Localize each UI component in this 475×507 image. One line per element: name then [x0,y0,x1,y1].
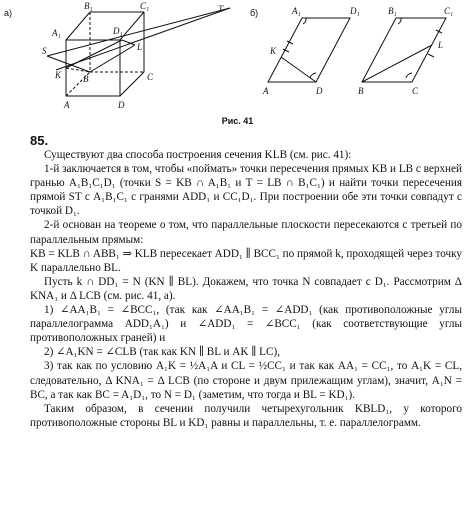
label-d: D [118,100,125,110]
solution-text [30,148,462,430]
label-t: T [218,4,224,14]
cube-figure [47,8,230,96]
label-l: L [137,42,143,52]
label-para-l: L [438,40,444,50]
label-d1: D₁ [113,26,123,36]
label-para-k: K [270,46,277,56]
label-a: A [64,100,70,110]
parallelogram-right [362,18,446,82]
label-para-b: B [358,86,364,96]
paragraph: KB = KLB ∩ ABB₁ ⇒ KLB пересекает ADD₁ ∥ BCC₁ по прямой k, проходящей через точку K параллельно BL. [30,247,462,274]
label-para-d1: D₁ [350,6,360,16]
label-a1: A₁ [52,28,61,38]
label-b1: B₁ [84,1,93,11]
label-k: K [55,70,62,80]
cube-labels [4,1,224,110]
paragraph: Пусть k ∩ DD₁ = N (KN ∥ BL). Докажем, что точка N совпадает с D₁. Рассмотрим Δ KNA₁ и Δ LCB (см. рис. 41, а). [30,275,462,302]
label-c: C [147,72,154,82]
label-para-b1: B₁ [388,6,397,16]
label-s: S [42,46,47,56]
problem-number: 85. [30,133,49,148]
label-c1: C₁ [140,1,150,11]
paragraph: 3) так как по условию A₁K = ½A₁A и CL = ½CC₁ и так как AA₁ = CC₁, то A₁K = CL, следовательно, Δ KNA₁ = Δ LCB (по стороне и двум прилежащим углам), значит, A₁N = BC, а так как BC = A₁D₁, то N = D₁ (заметим, что тогда и BL = KD₁). [30,360,462,401]
panel-a-label: а) [4,8,13,18]
paragraph: 2-й основан на теореме о том, что параллельные плоскости пересекаются с третьей по параллельным прямым: [30,219,462,246]
label-para-c: C [412,86,419,96]
parallelogram-left [268,18,350,82]
label-para-c1: C₁ [444,6,454,16]
paragraph: Таким образом, в сечении получили четырехугольник KBLD₁, у которого противоположные стороны BL и KD₁ равны и параллельны, т. е. параллелограмм. [30,402,462,429]
label-para-a1: A₁ [292,6,301,16]
paragraph: 2) ∠A₁KN = ∠CLB (так как KN ∥ BL и AK ∥ LC), [44,346,280,359]
panel-b-label: б) [250,8,259,18]
paragraph: 1-й заключается в том, чтобы «поймать» точки пересечения прямых KB и LB с верхней гранью A₁B₁C₁D₁ (точки S = KB ∩ A₁B₁ и T = LB ∩ B₁C₁) и найти точки пересечения прямой ST с A₁B₁C₁ с гранями ADD₁ и CC₁D₁. При построении обе эти точки совпадут с точкой D₁. [30,163,462,218]
figure-caption: Рис. 41 [221,116,254,126]
paragraph: 1) ∠AA₁B₁ = ∠BCC₁, (так как ∠AA₁B₁ = ∠ADD₁ (как противоположные углы параллелограмма ADD₁A₁) и ∠ADD₁ = ∠BCC₁ (как соответствующие углы противоположных граней) и [30,304,462,345]
label-b: B [83,74,89,84]
label-para-a: A [263,86,269,96]
figure-41 [0,0,475,120]
label-para-d: D [316,86,323,96]
paragraph: Существуют два способа построения сечения KLB (см. рис. 41): [44,149,352,161]
